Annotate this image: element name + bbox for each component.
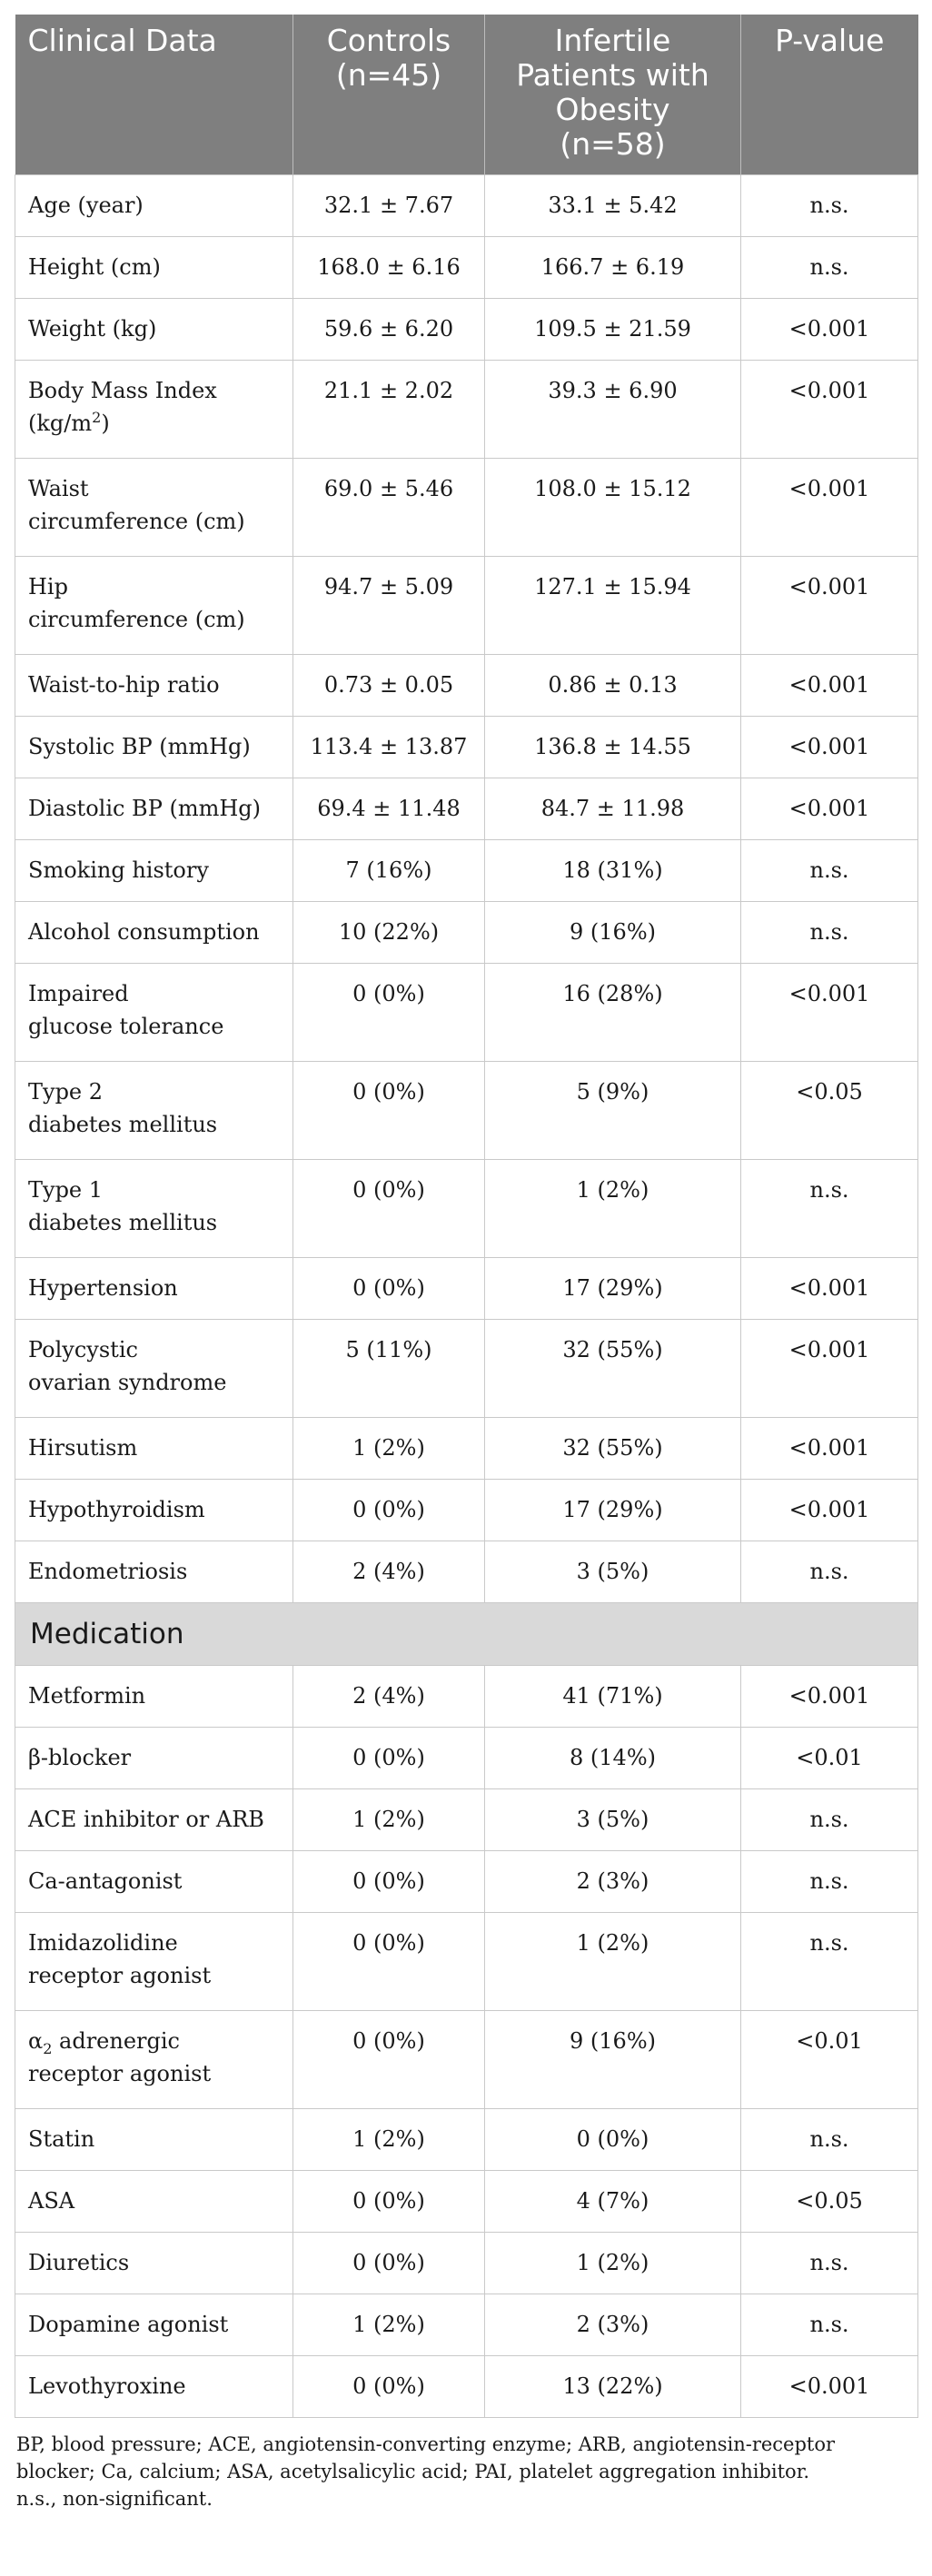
table-row <box>15 717 918 778</box>
cell-p-value: n.s. <box>741 2233 918 2294</box>
cell-controls: 0 (0%) <box>293 1851 485 1913</box>
table-row <box>15 1728 918 1789</box>
cell-patients: 17 (29%) <box>485 1258 741 1320</box>
cell-patients: 32 (55%) <box>485 1320 741 1418</box>
table-row <box>15 557 918 655</box>
cell-controls: 94.7 ± 5.09 <box>293 557 485 655</box>
row-label: Waist circumference (cm) <box>15 459 293 557</box>
cell-controls: 1 (2%) <box>293 1789 485 1851</box>
table-footnotes <box>15 2431 917 2512</box>
cell-p-value: <0.001 <box>741 361 918 459</box>
cell-patients: 1 (2%) <box>485 1913 741 2011</box>
row-label: Smoking history <box>15 840 293 902</box>
row-label: Age (year) <box>15 175 293 237</box>
cell-patients: 8 (14%) <box>485 1728 741 1789</box>
cell-controls: 2 (4%) <box>293 1666 485 1728</box>
table-row <box>15 2109 918 2171</box>
row-label: Polycystic ovarian syndrome <box>15 1320 293 1418</box>
cell-controls: 21.1 ± 2.02 <box>293 361 485 459</box>
table-row <box>15 2171 918 2233</box>
cell-p-value: n.s. <box>741 1851 918 1913</box>
table-row <box>15 361 918 459</box>
cell-p-value: <0.01 <box>741 1728 918 1789</box>
cell-controls: 0 (0%) <box>293 1160 485 1258</box>
cell-controls: 0 (0%) <box>293 1913 485 2011</box>
cell-controls: 0 (0%) <box>293 964 485 1062</box>
table-row <box>15 459 918 557</box>
row-label: Systolic BP (mmHg) <box>15 717 293 778</box>
section-header-row <box>15 1603 918 1666</box>
cell-patients: 33.1 ± 5.42 <box>485 175 741 237</box>
cell-controls: 113.4 ± 13.87 <box>293 717 485 778</box>
table-row <box>15 778 918 840</box>
table-row <box>15 1913 918 2011</box>
table-row <box>15 175 918 237</box>
cell-p-value: <0.001 <box>741 655 918 717</box>
cell-patients: 136.8 ± 14.55 <box>485 717 741 778</box>
table-row <box>15 1160 918 1258</box>
table-row <box>15 840 918 902</box>
cell-p-value: n.s. <box>741 1160 918 1258</box>
row-label: Endometriosis <box>15 1541 293 1603</box>
cell-patients: 32 (55%) <box>485 1418 741 1480</box>
cell-patients: 9 (16%) <box>485 902 741 964</box>
table-header-row <box>15 15 918 175</box>
cell-controls: 0 (0%) <box>293 1258 485 1320</box>
row-label: Diastolic BP (mmHg) <box>15 778 293 840</box>
table-row <box>15 2011 918 2109</box>
cell-p-value: <0.05 <box>741 2171 918 2233</box>
table-row <box>15 237 918 299</box>
table-row <box>15 964 918 1062</box>
cell-controls: 0 (0%) <box>293 1728 485 1789</box>
cell-p-value: <0.001 <box>741 1258 918 1320</box>
row-label: Waist-to-hip ratio <box>15 655 293 717</box>
cell-p-value: n.s. <box>741 840 918 902</box>
cell-controls: 0 (0%) <box>293 1480 485 1541</box>
cell-patients: 39.3 ± 6.90 <box>485 361 741 459</box>
header-p-value: P-value <box>741 15 918 175</box>
cell-controls: 7 (16%) <box>293 840 485 902</box>
cell-patients: 127.1 ± 15.94 <box>485 557 741 655</box>
table-row <box>15 1062 918 1160</box>
table-row <box>15 2356 918 2418</box>
row-label: Statin <box>15 2109 293 2171</box>
cell-p-value: <0.001 <box>741 459 918 557</box>
table-row <box>15 2233 918 2294</box>
table-row <box>15 902 918 964</box>
cell-p-value: <0.001 <box>741 299 918 361</box>
header-controls: Controls (n=45) <box>293 15 485 175</box>
table-row <box>15 1789 918 1851</box>
cell-p-value: <0.001 <box>741 1320 918 1418</box>
row-label: Alcohol consumption <box>15 902 293 964</box>
table-row <box>15 1480 918 1541</box>
cell-controls: 69.4 ± 11.48 <box>293 778 485 840</box>
cell-controls: 0 (0%) <box>293 1062 485 1160</box>
row-label: ACE inhibitor or ARB <box>15 1789 293 1851</box>
row-label: Hypothyroidism <box>15 1480 293 1541</box>
table-row <box>15 299 918 361</box>
row-label: Height (cm) <box>15 237 293 299</box>
cell-patients: 18 (31%) <box>485 840 741 902</box>
cell-p-value: <0.001 <box>741 778 918 840</box>
cell-patients: 9 (16%) <box>485 2011 741 2109</box>
cell-controls: 0.73 ± 0.05 <box>293 655 485 717</box>
cell-p-value: <0.001 <box>741 1480 918 1541</box>
cell-controls: 5 (11%) <box>293 1320 485 1418</box>
cell-patients: 5 (9%) <box>485 1062 741 1160</box>
cell-patients: 1 (2%) <box>485 1160 741 1258</box>
medication-section <box>15 1603 918 1666</box>
cell-controls: 0 (0%) <box>293 2356 485 2418</box>
cell-patients: 0 (0%) <box>485 2109 741 2171</box>
row-label: Weight (kg) <box>15 299 293 361</box>
clinical-data-table-container <box>15 15 917 2512</box>
cell-patients: 3 (5%) <box>485 1789 741 1851</box>
header-infertile-patients: Infertile Patients with Obesity (n=58) <box>485 15 741 175</box>
cell-patients: 1 (2%) <box>485 2233 741 2294</box>
cell-controls: 2 (4%) <box>293 1541 485 1603</box>
table-row <box>15 1851 918 1913</box>
cell-p-value: <0.001 <box>741 2356 918 2418</box>
row-label: Body Mass Index $(kg/m^2)$ <box>15 361 293 459</box>
cell-controls: 10 (22%) <box>293 902 485 964</box>
cell-p-value: <0.05 <box>741 1062 918 1160</box>
cell-controls: 0 (0%) <box>293 2233 485 2294</box>
row-label: Hip circumference (cm) <box>15 557 293 655</box>
cell-p-value: <0.001 <box>741 964 918 1062</box>
cell-controls: 59.6 ± 6.20 <box>293 299 485 361</box>
cell-patients: 166.7 ± 6.19 <box>485 237 741 299</box>
cell-controls: 1 (2%) <box>293 2109 485 2171</box>
cell-p-value: <0.001 <box>741 1666 918 1728</box>
row-label: Hypertension <box>15 1258 293 1320</box>
cell-patients: 108.0 ± 15.12 <box>485 459 741 557</box>
cell-controls: 1 (2%) <box>293 2294 485 2356</box>
row-label: Metformin <box>15 1666 293 1728</box>
table-row <box>15 1418 918 1480</box>
cell-controls: 69.0 ± 5.46 <box>293 459 485 557</box>
cell-p-value: n.s. <box>741 2109 918 2171</box>
row-label: Hirsutism <box>15 1418 293 1480</box>
row-label: ASA <box>15 2171 293 2233</box>
table-row <box>15 1258 918 1320</box>
medication-rows <box>15 1666 918 2418</box>
cell-controls: 32.1 ± 7.67 <box>293 175 485 237</box>
row-label: Imidazolidine receptor agonist <box>15 1913 293 2011</box>
table-row <box>15 1666 918 1728</box>
clinical-data-table <box>15 15 918 2418</box>
row-label: Ca-antagonist <box>15 1851 293 1913</box>
cell-controls: 0 (0%) <box>293 2171 485 2233</box>
row-label: $\alpha_2$ adrenergic receptor agonist <box>15 2011 293 2109</box>
cell-controls: 168.0 ± 6.16 <box>293 237 485 299</box>
row-label: Diuretics <box>15 2233 293 2294</box>
clinical-rows <box>15 175 918 1603</box>
footnote-abbreviations: BP, blood pressure; ACE, angiotensin-converting enzyme; ARB, angiotensin-receptor blocker; Ca, calcium; ASA, acetylsalicylic acid; PAI, platelet aggregation inhibitor. <box>16 2433 836 2482</box>
row-label: Type 1 diabetes mellitus <box>15 1160 293 1258</box>
cell-p-value: n.s. <box>741 1913 918 2011</box>
cell-patients: 2 (3%) <box>485 1851 741 1913</box>
cell-p-value: n.s. <box>741 175 918 237</box>
cell-p-value: n.s. <box>741 902 918 964</box>
cell-p-value: <0.01 <box>741 2011 918 2109</box>
cell-p-value: n.s. <box>741 237 918 299</box>
cell-patients: 13 (22%) <box>485 2356 741 2418</box>
cell-p-value: <0.001 <box>741 1418 918 1480</box>
row-label: Dopamine agonist <box>15 2294 293 2356</box>
cell-p-value: <0.001 <box>741 557 918 655</box>
table-row <box>15 1541 918 1603</box>
cell-patients: 41 (71%) <box>485 1666 741 1728</box>
cell-controls: 1 (2%) <box>293 1418 485 1480</box>
row-label: Type 2 diabetes mellitus <box>15 1062 293 1160</box>
table-row <box>15 2294 918 2356</box>
row-label: Impaired glucose tolerance <box>15 964 293 1062</box>
row-label: β-blocker <box>15 1728 293 1789</box>
cell-patients: 3 (5%) <box>485 1541 741 1603</box>
footnote-ns: n.s., non-significant. <box>16 2488 213 2510</box>
cell-patients: 17 (29%) <box>485 1480 741 1541</box>
cell-controls: 0 (0%) <box>293 2011 485 2109</box>
row-label: Levothyroxine <box>15 2356 293 2418</box>
cell-patients: 2 (3%) <box>485 2294 741 2356</box>
cell-p-value: n.s. <box>741 2294 918 2356</box>
cell-patients: 84.7 ± 11.98 <box>485 778 741 840</box>
cell-patients: 109.5 ± 21.59 <box>485 299 741 361</box>
table-row <box>15 655 918 717</box>
cell-p-value: n.s. <box>741 1541 918 1603</box>
section-title-medication: Medication <box>15 1603 918 1666</box>
cell-patients: 4 (7%) <box>485 2171 741 2233</box>
cell-patients: 16 (28%) <box>485 964 741 1062</box>
header-clinical-data: Clinical Data <box>15 15 293 175</box>
cell-patients: 0.86 ± 0.13 <box>485 655 741 717</box>
cell-p-value: n.s. <box>741 1789 918 1851</box>
cell-p-value: <0.001 <box>741 717 918 778</box>
table-row <box>15 1320 918 1418</box>
